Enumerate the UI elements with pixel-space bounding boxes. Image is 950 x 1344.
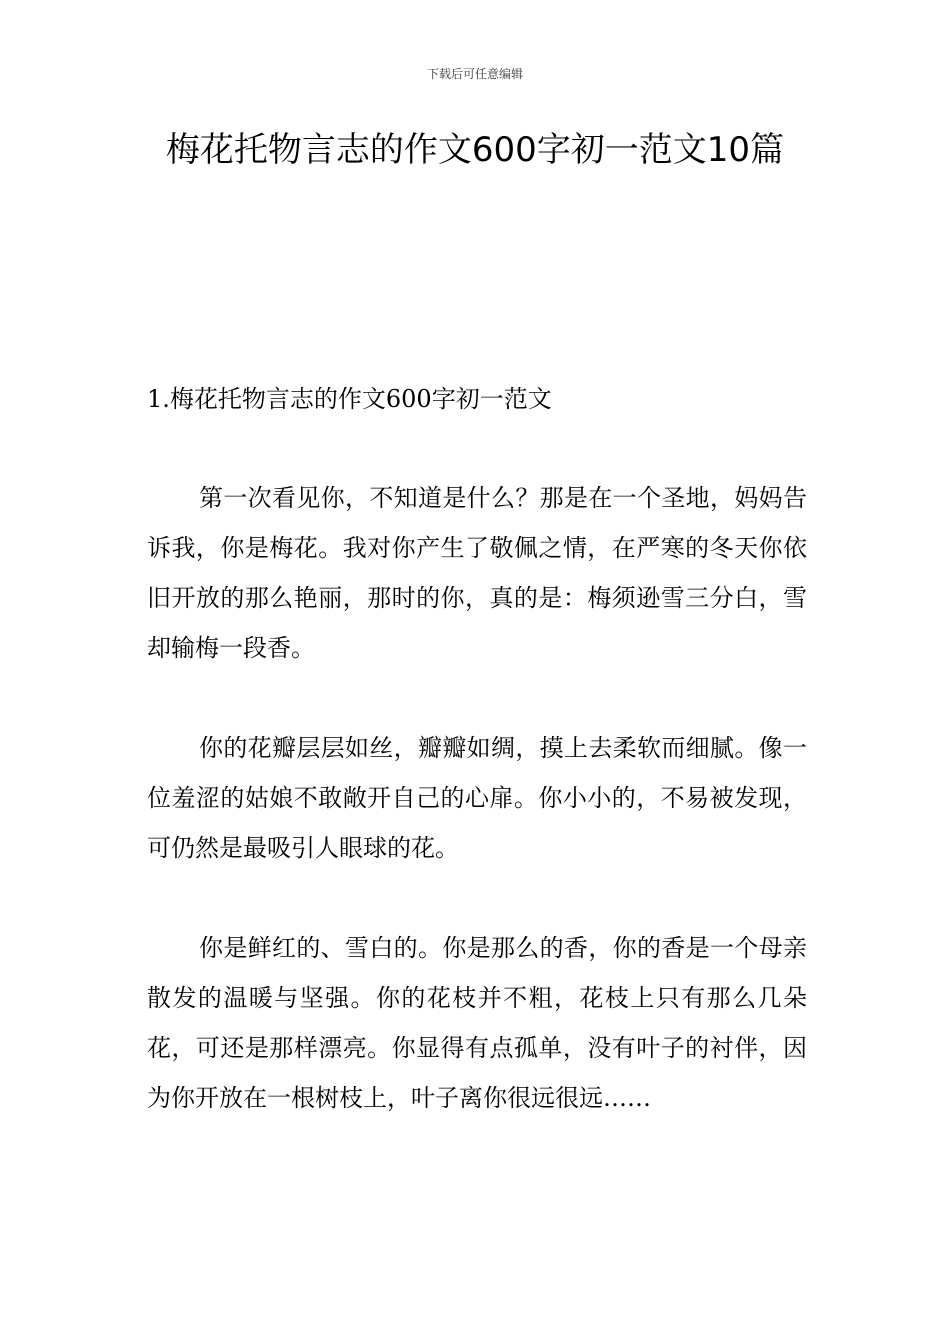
document-title: 梅花托物言志的作文600字初一范文10篇 [165,130,785,170]
header-note: 下载后可任意编辑 [426,67,523,81]
paragraph-3: 你是鲜红的、雪白的。你是那么的香，你的香是一个母亲散发的温暖与坚强。你的花枝并不粗，花枝上只有那么几朵花，可还是那样漂亮。你显得有点孤单，没有叶子的衬伴，因为你开放在一根树枝上，叶子离你很远很远…… [147,934,807,1112]
article-body [147,473,807,1173]
section-heading: 1.梅花托物言志的作文600字初一范文 [147,385,552,413]
paragraph-1: 第一次看见你，不知道是什么？那是在一个圣地，妈妈告诉我，你是梅花。我对你产生了敬佩之情，在严寒的冬天你依旧开放的那么艳丽，那时的你，真的是：梅须逊雪三分白，雪却输梅一段香。 [147,484,807,662]
paragraph-2: 你的花瓣层层如丝，瓣瓣如绸，摸上去柔软而细腻。像一位羞涩的姑娘不敢敞开自己的心扉。你小小的，不易被发现，可仍然是最吸引人眼球的花。 [147,734,807,862]
